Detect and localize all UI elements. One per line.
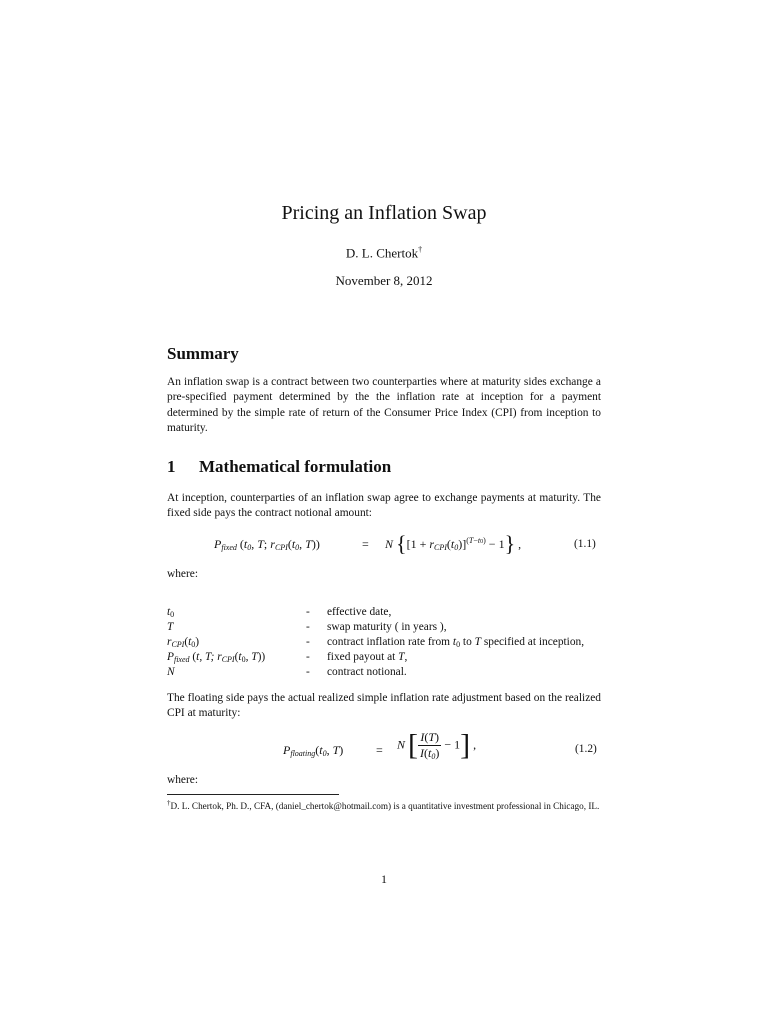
where-label: where: (167, 568, 198, 580)
equation-number-1-2: (1.2) (575, 743, 597, 755)
paper-title: Pricing an Inflation Swap (281, 202, 487, 224)
definition-dash: - (306, 666, 310, 678)
where-label: where: (167, 774, 198, 786)
floating-side-paragraph: The floating side pays the actual realized simple inflation rate adjustment based on the realized CPI at maturity: (167, 692, 601, 720)
footnote-mark: † (167, 799, 171, 807)
equation-1-2-lhs: $P_{floating}(t_0$, T) (283, 743, 344, 758)
definition-symbol: T (167, 621, 174, 633)
definition-description: effective date, (327, 606, 392, 618)
section-title: Mathematical formulation (199, 457, 392, 476)
fraction: $\frac{I(T)}{I(t_0)}$ (420, 730, 440, 761)
footnote-text: D. L. Chertok, Ph. D., CFA, (daniel_chertok@hotmail.com) is a quantitative investment professional in Chicago, IL. (170, 801, 600, 812)
definition-dash: - (306, 636, 310, 648)
summary-paragraph: An inflation swap is a contract between two counterparties where at maturity sides exchange a pre-specified payment determined by the the inflation rate at inception for a payment determined by the simple rate of return of the Consumer Price Index (CPI) from inception to maturity. (167, 376, 601, 435)
definition-symbol: $P_{fixed}$ (t, T; $r_{CPI}(t_0$, T)) (167, 651, 266, 664)
paper-date: November 8, 2012 (335, 273, 433, 288)
summary-heading: Summary (167, 344, 239, 363)
definition-symbol: $r_{CPI}(t_0)$ (167, 636, 200, 649)
author-footnote-mark: † (418, 245, 423, 254)
definition-description: fixed payout at T, (327, 651, 408, 663)
equation-1-2-equals: = (376, 743, 383, 757)
footnote-divider (167, 794, 339, 795)
equation-1-1-lhs: $P_{fixed}$ ($t_0$, T; $r_{CPI}(t_0$, T)) (214, 537, 320, 552)
author-line (0, 245, 768, 261)
definition-description: contract notional. (327, 666, 407, 678)
definition-dash: - (306, 621, 310, 633)
equation-1-1-equals: = (362, 537, 369, 551)
equation-number-1-1: (1.1) (574, 538, 596, 550)
footnote (167, 797, 607, 812)
equation-1-2-rhs: N [ $\frac{I(T)}{I(t_0)}$ − 1] , (397, 728, 477, 762)
definition-description: swap maturity ( in years ), (327, 621, 447, 633)
definition-symbol: N (167, 666, 175, 678)
author-name: D. L. Chertok (345, 245, 419, 261)
page-number: 1 (381, 872, 387, 886)
definition-dash: - (306, 606, 310, 618)
definition-dash: - (306, 651, 310, 663)
definition-description: contract inflation rate from $t_0$ to T specified at inception, (327, 636, 585, 649)
definition-symbol: $t_0$ (167, 606, 175, 619)
section-number: 1 (167, 457, 176, 476)
section-intro-paragraph: At inception, counterparties of an inflation swap agree to exchange payments at maturity. The fixed side pays the contract notional amount: (167, 492, 601, 520)
section-heading (167, 457, 391, 477)
equation-1-1-rhs: N $\{[1 + r_{CPI}(t_0)]^{(T-t0)} - 1\}$ , (385, 531, 522, 556)
